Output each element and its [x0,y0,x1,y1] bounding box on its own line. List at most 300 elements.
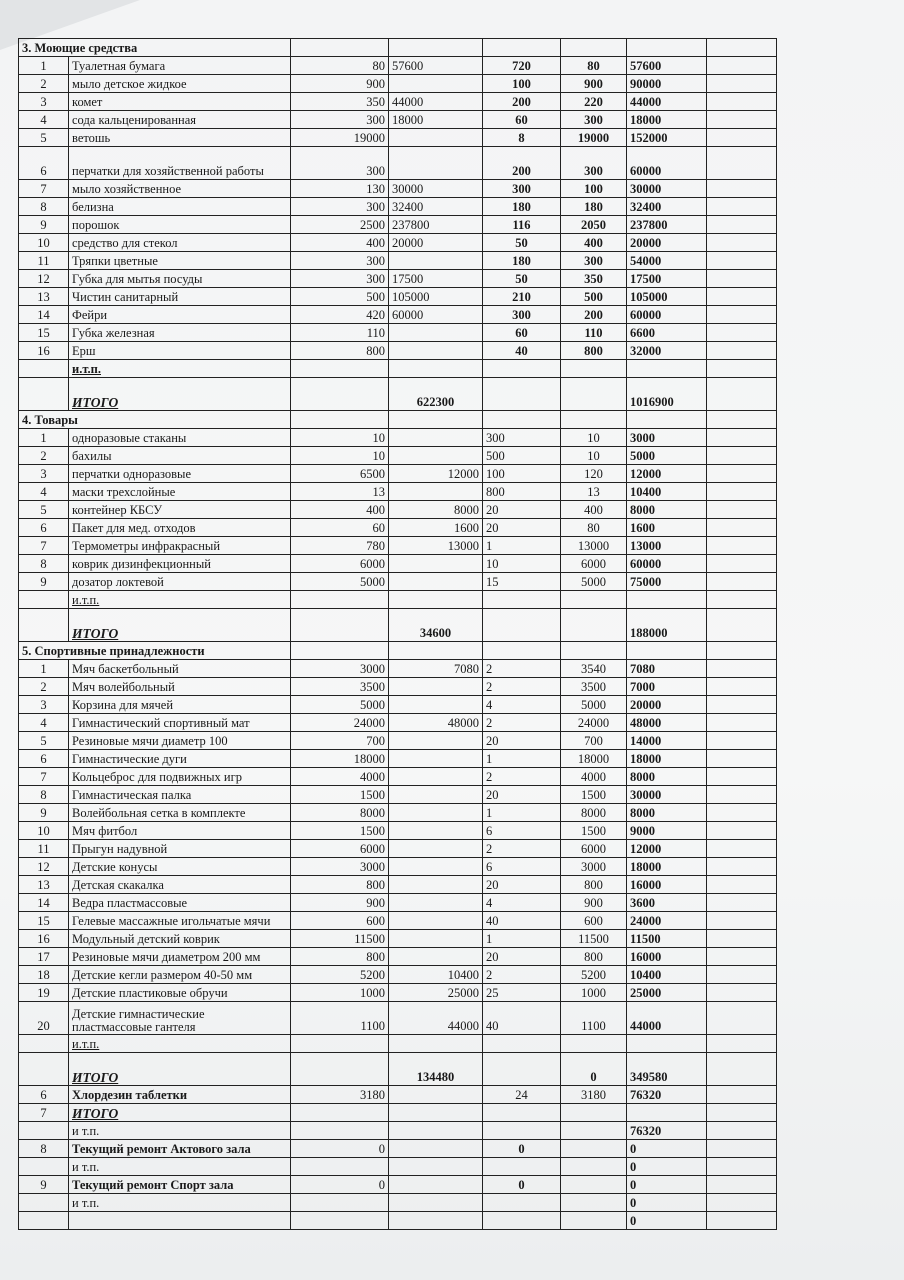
tail-total: 0 [627,1158,707,1176]
tail-row-item [19,1086,777,1104]
item-name: Прыгун надувной [69,840,291,858]
item-sum: 44000 [389,93,483,111]
empty-cell [627,411,707,429]
tail-unit [561,1122,627,1140]
empty-cell [291,1035,389,1053]
empty-cell [707,732,777,750]
table-row [19,732,777,750]
empty-cell [707,1176,777,1194]
item-name: Гимнастический спортивный мат [69,714,291,732]
empty-cell [707,180,777,198]
item-quantity: 60 [483,111,561,129]
item-quantity: 2 [483,678,561,696]
empty-cell [707,270,777,288]
tail-price: 3180 [291,1086,389,1104]
item-unit-price: 19000 [561,129,627,147]
etc-label: и.т.п. [69,360,291,378]
item-quantity: 2 [483,966,561,984]
item-sum: 57600 [389,57,483,75]
table-row [19,216,777,234]
table-row [19,234,777,252]
empty-cell [707,876,777,894]
item-quantity: 1 [483,804,561,822]
item-unit-price: 5000 [561,696,627,714]
empty-cell [627,1035,707,1053]
item-sum [389,447,483,465]
empty-cell [627,39,707,57]
empty-cell [19,591,69,609]
item-sum [389,483,483,501]
table-row [19,147,777,180]
item-quantity: 20 [483,519,561,537]
row-number: 8 [19,1140,69,1158]
item-price: 10 [291,447,389,465]
table-row [19,129,777,147]
empty-cell [707,966,777,984]
tail-total: 76320 [627,1122,707,1140]
table-row [19,786,777,804]
etc-label: и.т.п. [69,1035,291,1053]
row-number: 2 [19,447,69,465]
item-unit-price: 110 [561,324,627,342]
item-price: 80 [291,57,389,75]
empty-cell [707,660,777,678]
item-total: 7000 [627,678,707,696]
item-price: 6500 [291,465,389,483]
row-number: 15 [19,324,69,342]
item-name: Ерш [69,342,291,360]
item-name: средство для стекол [69,234,291,252]
item-price: 1500 [291,786,389,804]
row-number: 11 [19,840,69,858]
item-price: 420 [291,306,389,324]
row-number: 18 [19,966,69,984]
row-number: 15 [19,912,69,930]
item-price: 800 [291,342,389,360]
item-unit-price: 13000 [561,537,627,555]
empty-cell [707,39,777,57]
table-row [19,822,777,840]
empty-cell [389,411,483,429]
itogo-label: ИТОГО [69,378,291,411]
item-total: 14000 [627,732,707,750]
item-price: 1000 [291,984,389,1002]
item-unit-price: 6000 [561,555,627,573]
item-sum [389,894,483,912]
item-total: 8000 [627,768,707,786]
item-quantity: 100 [483,75,561,93]
itogo-unit: 0 [561,1053,627,1086]
row-number: 9 [19,804,69,822]
item-total: 12000 [627,465,707,483]
item-sum: 8000 [389,501,483,519]
table-row [19,840,777,858]
tail-row-item0 [19,1140,777,1158]
item-name: Гимнастические дуги [69,750,291,768]
etc-row [19,360,777,378]
empty-cell [707,804,777,822]
item-price: 400 [291,501,389,519]
item-name: Чистин санитарный [69,288,291,306]
item-unit-price: 18000 [561,750,627,768]
item-name: Тряпки цветные [69,252,291,270]
empty-cell [19,360,69,378]
item-total: 17500 [627,270,707,288]
item-sum [389,948,483,966]
table-row [19,714,777,732]
empty-cell [389,39,483,57]
item-price: 8000 [291,804,389,822]
item-sum [389,678,483,696]
tail-total: 76320 [627,1086,707,1104]
row-number: 16 [19,342,69,360]
row-number: 20 [19,1002,69,1035]
row-number: 14 [19,306,69,324]
empty-cell [483,591,561,609]
item-sum: 17500 [389,270,483,288]
tail-quantity [483,1104,561,1122]
item-unit-price: 400 [561,234,627,252]
tail-row-item0 [19,1176,777,1194]
empty-cell [707,984,777,1002]
tail-total: 0 [627,1194,707,1212]
item-name: Модульный детский коврик [69,930,291,948]
item-unit-price: 1100 [561,1002,627,1035]
item-unit-price: 700 [561,732,627,750]
empty-cell [707,1122,777,1140]
empty-cell [707,216,777,234]
table-row [19,75,777,93]
item-unit-price: 10 [561,447,627,465]
itogo-total: 349580 [627,1053,707,1086]
table-row [19,537,777,555]
tail-unit [561,1158,627,1176]
empty-cell [707,555,777,573]
empty-cell [707,750,777,768]
table-row [19,930,777,948]
row-number: 8 [19,198,69,216]
empty-cell [291,378,389,411]
itogo-sum: 134480 [389,1053,483,1086]
table-row [19,501,777,519]
row-number: 13 [19,288,69,306]
row-number: 1 [19,429,69,447]
row-number: 4 [19,714,69,732]
item-quantity: 800 [483,483,561,501]
tail-price: 0 [291,1176,389,1194]
item-quantity: 10 [483,555,561,573]
item-total: 20000 [627,696,707,714]
table-row [19,447,777,465]
empty-cell [707,198,777,216]
row-number: 5 [19,732,69,750]
empty-cell [707,93,777,111]
item-name: Кольцеброс для подвижных игр [69,768,291,786]
table-row [19,483,777,501]
item-name: Детские кегли размером 40-50 мм [69,966,291,984]
item-price: 400 [291,234,389,252]
item-total: 30000 [627,180,707,198]
item-unit-price: 800 [561,948,627,966]
item-quantity: 300 [483,306,561,324]
item-total: 7080 [627,660,707,678]
item-sum [389,840,483,858]
empty-cell [707,696,777,714]
row-number: 9 [19,1176,69,1194]
item-sum [389,75,483,93]
item-total: 30000 [627,786,707,804]
item-unit-price: 5200 [561,966,627,984]
tail-quantity [483,1194,561,1212]
item-sum [389,768,483,786]
item-unit-price: 80 [561,519,627,537]
row-number: 16 [19,930,69,948]
empty-cell [707,894,777,912]
item-total: 60000 [627,555,707,573]
item-price: 6000 [291,555,389,573]
empty-cell [389,1140,483,1158]
tail-price [291,1212,389,1230]
empty-cell [707,1086,777,1104]
empty-cell [389,591,483,609]
table-row [19,270,777,288]
table-row [19,912,777,930]
empty-cell [389,1212,483,1230]
empty-cell [707,288,777,306]
tail-label: и т.п. [69,1122,291,1140]
tail-total: 0 [627,1212,707,1230]
item-quantity: 20 [483,876,561,894]
section-title: 5. Спортивные принадлежности [19,642,291,660]
item-total: 3000 [627,429,707,447]
item-name: Детские гимнастические пластмассовые гантеля [69,1002,291,1035]
item-quantity: 116 [483,216,561,234]
empty-cell [707,930,777,948]
item-price: 300 [291,111,389,129]
item-total: 32000 [627,342,707,360]
item-unit-price: 350 [561,270,627,288]
item-quantity: 60 [483,324,561,342]
item-price: 110 [291,324,389,342]
row-number: 14 [19,894,69,912]
item-sum: 20000 [389,234,483,252]
empty-cell [561,591,627,609]
item-price: 2500 [291,216,389,234]
empty-cell [19,1053,69,1086]
item-price: 130 [291,180,389,198]
table-row [19,1002,777,1035]
item-sum: 7080 [389,660,483,678]
tail-price [291,1194,389,1212]
tail-price [291,1158,389,1176]
item-quantity: 4 [483,696,561,714]
row-number: 8 [19,555,69,573]
itogo-label: ИТОГО [69,609,291,642]
item-unit-price: 13 [561,483,627,501]
empty-cell [707,642,777,660]
table-row [19,966,777,984]
table-row [19,180,777,198]
item-name: сода кальценированная [69,111,291,129]
item-total: 44000 [627,93,707,111]
budget-table-body [19,39,777,1230]
table-row [19,324,777,342]
table-row [19,660,777,678]
item-price: 1100 [291,1002,389,1035]
item-unit-price: 3540 [561,660,627,678]
item-unit-price: 5000 [561,573,627,591]
item-total: 12000 [627,840,707,858]
item-price: 4000 [291,768,389,786]
item-quantity: 6 [483,858,561,876]
tail-unit [561,1176,627,1194]
item-name: Резиновые мячи диаметр 100 [69,732,291,750]
item-sum: 13000 [389,537,483,555]
empty-cell [483,39,561,57]
item-sum [389,129,483,147]
table-row [19,465,777,483]
item-total: 60000 [627,147,707,180]
item-quantity: 200 [483,147,561,180]
item-sum [389,555,483,573]
item-price: 13 [291,483,389,501]
row-number: 6 [19,147,69,180]
empty-cell [707,57,777,75]
row-number: 3 [19,696,69,714]
item-unit-price: 800 [561,342,627,360]
item-quantity: 100 [483,465,561,483]
item-total: 8000 [627,501,707,519]
table-row [19,750,777,768]
tail-price [291,1122,389,1140]
table-row [19,93,777,111]
item-quantity: 20 [483,501,561,519]
item-total: 8000 [627,804,707,822]
empty-cell [389,1176,483,1194]
item-price: 900 [291,894,389,912]
item-price: 18000 [291,750,389,768]
item-name: белизна [69,198,291,216]
item-name: коврик дизинфекционный [69,555,291,573]
item-sum [389,912,483,930]
row-number: 1 [19,660,69,678]
empty-cell [707,360,777,378]
row-number: 2 [19,75,69,93]
item-quantity: 300 [483,180,561,198]
empty-cell [483,642,561,660]
tail-quantity [483,1212,561,1230]
table-row [19,696,777,714]
item-price: 300 [291,252,389,270]
item-unit-price: 8000 [561,804,627,822]
empty-cell [291,591,389,609]
item-name: Фейри [69,306,291,324]
item-name: комет [69,93,291,111]
item-unit-price: 11500 [561,930,627,948]
item-total: 90000 [627,75,707,93]
item-sum [389,573,483,591]
item-quantity: 20 [483,732,561,750]
empty-cell [707,1053,777,1086]
table-row [19,288,777,306]
section-header-row [19,411,777,429]
empty-cell [561,39,627,57]
empty-cell [627,591,707,609]
tail-unit [561,1140,627,1158]
row-number [19,1158,69,1176]
tail-price: 0 [291,1140,389,1158]
item-total: 10400 [627,483,707,501]
empty-cell [707,234,777,252]
empty-cell [707,501,777,519]
empty-cell [707,822,777,840]
item-quantity: 25 [483,984,561,1002]
tail-unit [561,1194,627,1212]
item-unit-price: 800 [561,876,627,894]
item-total: 57600 [627,57,707,75]
empty-cell [389,1104,483,1122]
empty-cell [707,465,777,483]
empty-cell [707,483,777,501]
item-total: 237800 [627,216,707,234]
item-unit-price: 500 [561,288,627,306]
item-sum [389,858,483,876]
item-sum: 60000 [389,306,483,324]
table-row [19,858,777,876]
item-quantity: 180 [483,252,561,270]
item-price: 60 [291,519,389,537]
item-sum [389,732,483,750]
item-quantity: 200 [483,93,561,111]
section-header-row [19,642,777,660]
empty-cell [707,714,777,732]
item-sum [389,324,483,342]
empty-cell [561,411,627,429]
row-number: 7 [19,768,69,786]
item-unit-price: 180 [561,198,627,216]
itogo-row [19,1053,777,1086]
item-quantity: 50 [483,270,561,288]
empty-cell [291,411,389,429]
empty-cell [707,342,777,360]
row-number: 2 [19,678,69,696]
item-sum: 12000 [389,465,483,483]
item-quantity: 1 [483,750,561,768]
empty-cell [483,378,561,411]
row-number: 6 [19,1086,69,1104]
itogo-sum: 34600 [389,609,483,642]
item-name: дозатор локтевой [69,573,291,591]
item-total: 152000 [627,129,707,147]
item-name: Мяч фитбол [69,822,291,840]
tail-label: Текущий ремонт Спорт зала [69,1176,291,1194]
item-quantity: 1 [483,537,561,555]
tail-quantity [483,1122,561,1140]
item-unit-price: 3500 [561,678,627,696]
item-name: маски трехслойные [69,483,291,501]
empty-cell [707,429,777,447]
empty-cell [561,642,627,660]
item-quantity: 40 [483,342,561,360]
row-number: 4 [19,483,69,501]
empty-cell [707,591,777,609]
row-number: 7 [19,180,69,198]
item-total: 44000 [627,1002,707,1035]
section-header-row [19,39,777,57]
item-price: 10 [291,429,389,447]
item-price: 3000 [291,858,389,876]
item-sum [389,252,483,270]
